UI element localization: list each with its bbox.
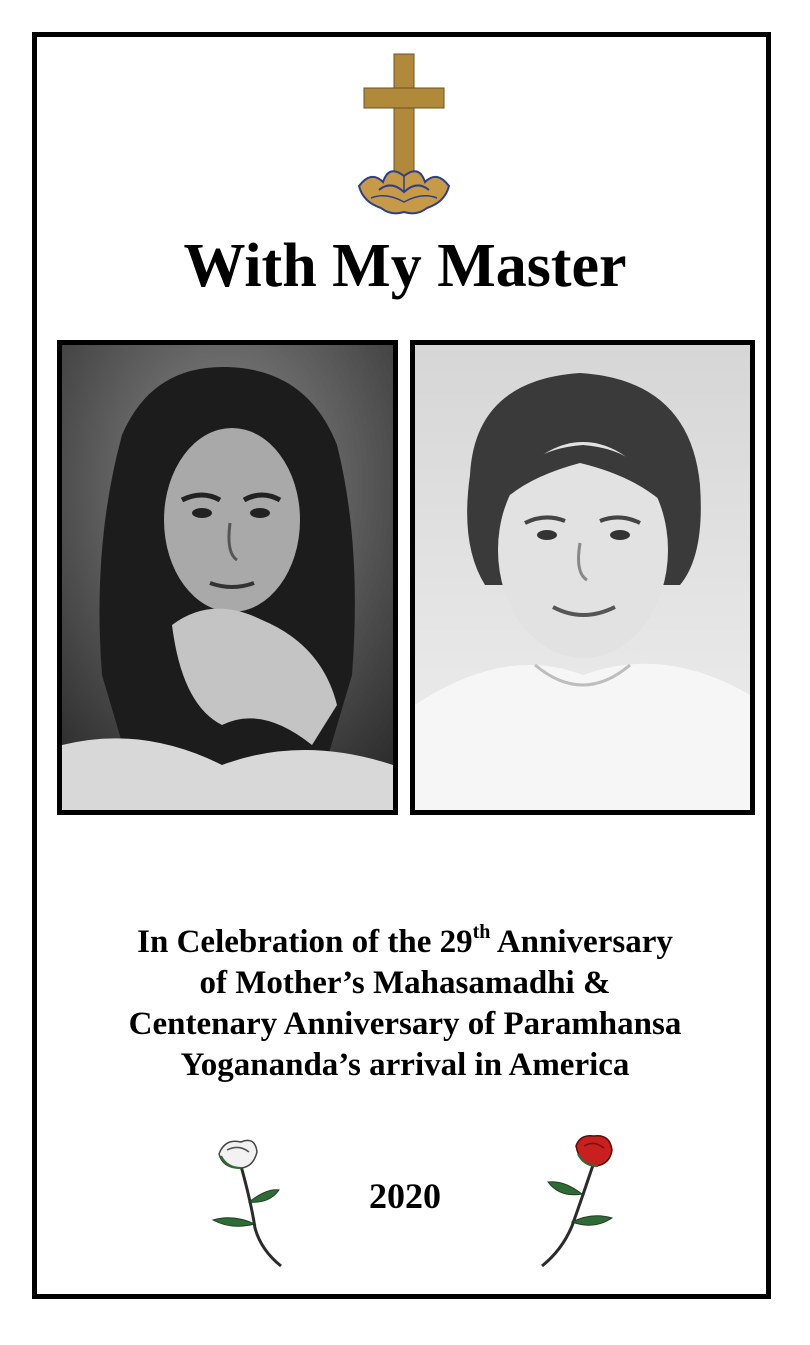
caption-line-3: Centenary Anniversary of Paramhansa <box>128 1006 682 1042</box>
caption-line-4: Yogananda’s arrival in America <box>180 1047 630 1083</box>
caption-line-2: of Mother’s Mahasamadhi & <box>199 965 611 1001</box>
celebration-caption <box>40 922 770 1086</box>
red-rose-icon <box>536 1132 616 1268</box>
portrait-photo-right <box>410 340 755 815</box>
cross-on-lotus-icon <box>351 52 457 218</box>
page-title: With My Master <box>183 232 627 300</box>
portrait-photo-left <box>57 340 398 815</box>
year-label: 2020 <box>369 1176 441 1216</box>
caption-line-1: In Celebration of the 29th Anniversary <box>137 921 673 960</box>
